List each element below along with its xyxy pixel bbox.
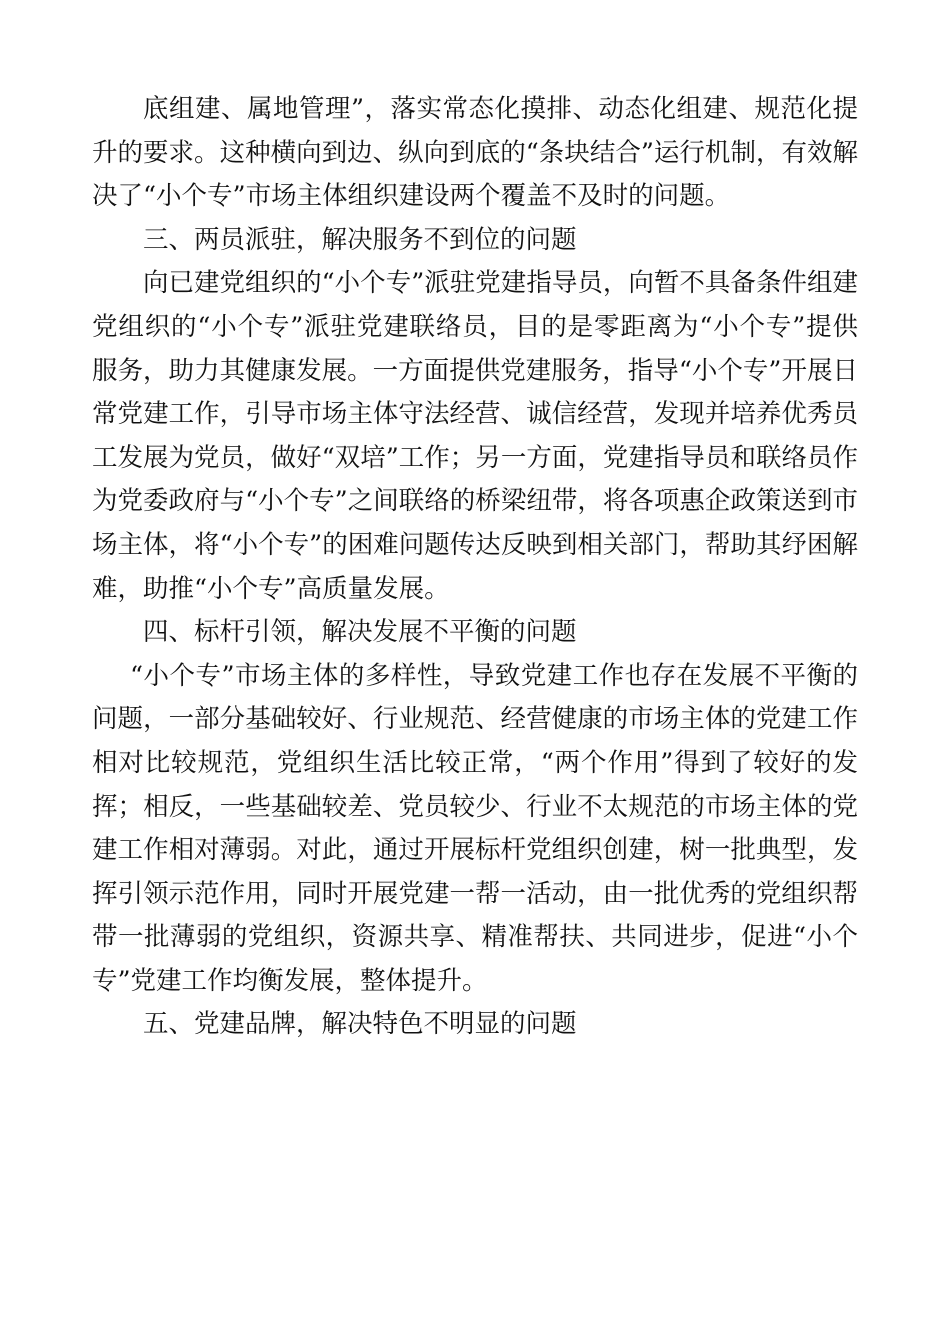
section-heading-three: 三、两员派驻，解决服务不到位的问题 <box>143 224 577 255</box>
document-page <box>92 88 858 1047</box>
body-paragraph-two-staff: 向已建党组织的“小个专”派驻党建指导员，向暂不具备条件组建党组织的“小个专”派驻党建联络员，目的是零距离为“小个专”提供服务，助力其健康发展。一方面提供党建服务，指导“小个专”开展日常党建工作，引导市场主体守法经营、诚信经营，发现并培养优秀员工发展为党员，做好“双培”工作；另一方面，党建指导员和联络员作为党委政府与“小个专”之间联络的桥梁纽带，将各项惠企政策送到市场主体，将“小个专”的困难问题传达反映到相关部门，帮助其纾困解难，助推“小个专”高质量发展。 <box>92 268 858 604</box>
body-paragraph-continuation: 底组建、属地管理”，落实常态化摸排、动态化组建、规范化提升的要求。这种横向到边、纵向到底的“条块结合”运行机制，有效解决了“小个专”市场主体组织建设两个覆盖不及时的问题。 <box>92 94 858 212</box>
section-heading-four: 四、标杆引领，解决发展不平衡的问题 <box>143 617 577 648</box>
section-heading-five: 五、党建品牌，解决特色不明显的问题 <box>143 1009 577 1040</box>
body-paragraph-benchmark: “小个专”市场主体的多样性，导致党建工作也存在发展不平衡的问题，一部分基础较好、行业规范、经营健康的市场主体的党建工作相对比较规范，党组织生活比较正常，“两个作用”得到了较好的发挥；相反，一些基础较差、党员较少、行业不太规范的市场主体的党建工作相对薄弱。对此，通过开展标杆党组织创建，树一批典型，发挥引领示范作用，同时开展党建一帮一活动，由一批优秀的党组织帮带一批薄弱的党组织，资源共享、精准帮扶、共同进步，促进“小个专”党建工作均衡发展，整体提升。 <box>92 660 858 996</box>
